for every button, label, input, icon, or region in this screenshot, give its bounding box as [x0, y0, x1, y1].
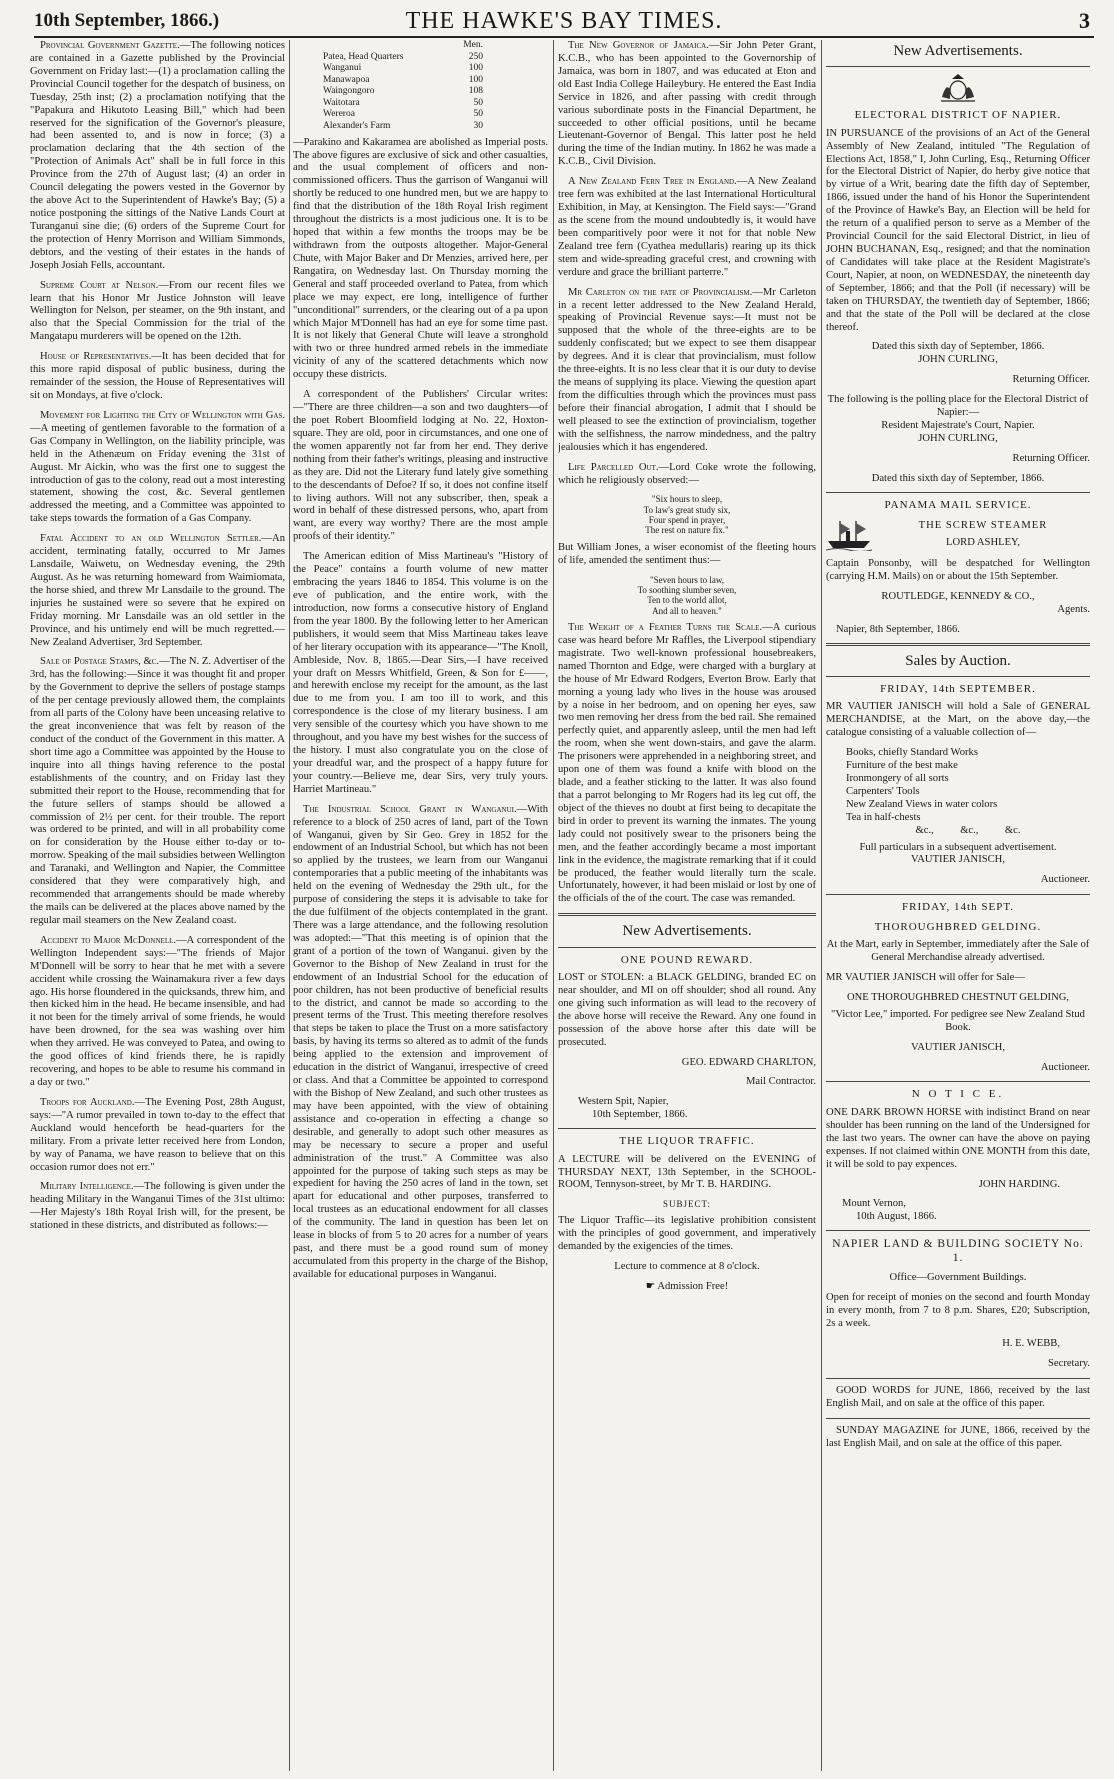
ad-steamer: THE SCREW STEAMER [918, 520, 1048, 532]
article-parakino: —Parakino and Kakaramea are abolished as Imperial posts. The above figures are exclusive of sick and other casualties, and the usual complement of officers and non-commissioned officers. Thus the garrison of Wanganui will shortly be reduced to one hundred men, but we are happy to find that the distribution of the 18th Royal Irish regiment throughout the districts is a most judicious one. It is to be hoped that within a few months the troops may be be withdrawn from the outposts altogether. Major-General Chute, with Major Baker and Dr Menzies, arrived here, per Rangatira, on Wednesday last. On Thursday morning the General and staff proceeded overland to Patea, from which place we may expect, ere long, intelligence of further "unconditional" surrenders, or the clearing out of a pa upon which Major M'Donnell has had an eye for some time past. It is not likely that General Chute will leave a stronghold with two or three hundred armed rebels in the immediate vicinity of any of the scattered detachments which now occupy these districts. [293, 136, 548, 381]
ad-good-words: GOOD WORDS for JUNE, 1866, received by the last English Mail, and on sale at the office of this paper. [826, 1384, 1090, 1409]
poem-jones: "Seven hours to law, To soothing slumber seven, Ten to the world allot, And all to heaven." [637, 574, 737, 616]
ad-time: Lecture to commence at 8 o'clock. [614, 1261, 760, 1273]
article-head: Fatal Accident to an old Wellington Settler. [40, 533, 262, 545]
article-head: Supreme Court at Nelson. [40, 279, 159, 291]
table-row: Wereroa 50 [323, 109, 483, 120]
ad-dated: Dated this sixth day of September, 1866. [871, 341, 1045, 353]
auction-heading: Sales by Auction. [905, 652, 1011, 669]
article-martineau: The American edition of Miss Martineau's "History of the Peace" contains a fourth volume of new matter embracing the years 1846 to 1854. This volume is on the eve of publication, and the entire work, with the introduction, now forms a consecutive history of England from the year 1800. By the following letter to her American publishers, it would seem that Miss Martineau takes leave of her literary occupation with its appearance—"The Knoll, Ambleside, Nov. 8, 1865.—Dear Sirs,—I have received your draft on Messrs Whitfield, Green, & Son for £——, and herewith enclose my receipt for the amount, as the last due to me from you. I am too ill to work, and this correspondence is the close of my literary business. I am very sensible of the courtesy which you have shown to me throughout, and you have my best wishes for the success of the history. I must also congratulate you on the close of your dreadful war, and the prospect of a happy future for your country.—Believe me, dear Sirs, very truly yours. Harriet Martineau." [293, 551, 548, 795]
ad-item: ONE THOROUGHBRED CHESTNUT GELDING, [846, 991, 1070, 1003]
divider [826, 1378, 1090, 1379]
poem-coke: "Six hours to sleep, To law's great study six, Four spend in prayer, The rest on nature fix." [643, 494, 731, 536]
article-supreme-court [30, 280, 285, 345]
masthead [34, 6, 1094, 38]
column-1 [30, 40, 285, 1771]
ad-signature: JOHN CURLING, [918, 432, 998, 444]
divider [558, 1128, 816, 1129]
ad-heading: N O T I C E. [911, 1088, 1005, 1101]
ad-panama [826, 499, 1090, 637]
article-head: A New Zealand Fern Tree in England. [568, 176, 737, 188]
divider [826, 492, 1090, 493]
ad-signature: VAUTIER JANISCH, [911, 854, 1005, 866]
list-item: Ironmongery of all sorts [846, 772, 949, 784]
article-body: —A curious case was heard before Mr Raffles, the Liverpool stipendiary magistrate. Two well-known professional housebreakers, named Thornton and Edge, were charged with a burglary at the house of Mr Edward Rodgers, Everton Brow. Early that morning a young lady who lives in the house was aroused by a noise in her bedroom, and on opening her eyes, saw two men removing her dress from the bed rail. She remained perfectly quiet, and apparently asleep, until the men had left the room, when she went down-stairs, and gave the alarm. The prisoners were apprehended in a neighboring street, and upon one of them was found a knife with blood on the blade, and a feather sticking to the latter. It was also found that a parrot belonging to Mr Rogers had its leg cut off, the object of the thieves no doubt at first being to decapitate the bird in order to prevent its warning the inmates. The young lady could not positively swear to the prisoners being the men, and the feather accordingly became a most important link in the evidence, the magistrate remarking that if it could be produced, the feather would literally turn the scale. Unfortunately, however, it had been mislaid or lost by one of the officials of the of the court. The case was remanded. [558, 622, 816, 905]
list-item: New Zealand Views in water colors [846, 798, 998, 810]
ad-building-society [826, 1237, 1090, 1371]
ad-dated: Dated this sixth day of September, 1866. [871, 472, 1045, 484]
ad-date: 10th August, 1866. [856, 1211, 937, 1223]
ad-ship-name: LORD ASHLEY, [946, 537, 1020, 549]
troop-table [323, 40, 483, 133]
divider [558, 913, 816, 916]
ad-role: Auctioneer. [1040, 1061, 1090, 1073]
article-head: Sale of Postage Stamps, &c. [40, 656, 160, 668]
article-head: Movement for Lighting the City of Wellington with Gas. [40, 409, 285, 421]
article-body: —A correspondent of the Wellington Independent says:—"The friends of Major M'Donnell will be sorry to hear that he met with a severe accident while crossing the Wainamakura river a few days ago. His horse floundered in the quicksands, threw him, and then kicked him in the head. He became insensible, and had it not been for the timely arrival of some friends, he would have been drowned, for the sea was washing over him when they arrived. He was conveyed to Patea, and owing to the good offices of kind friends there, he is rapidly recovering, and hopes to be able to resume his command in a day or two." [30, 934, 285, 1088]
article-fern [558, 176, 816, 279]
article-body: —Mr Carleton in a recent letter addressed to the New Zealand Herald, speaking of Provincial Revenue says:—It must not be supposed that the whole of the three-eights are to be suddenly confiscated; but we expect to see them disappear by degrees. And it is clear that provincialism, must follow the three-eights. It is no less clear that it is our duty to devise the means of supplying its place. Viewing the question apart from the difficulties through which the provinces must pass before their financial abrogation, I admit that I should be well pleased to see the extinction of provincialism, together with the selfishness, the narrow mindedness, and the paltry jealousies which it has engendered. [558, 286, 816, 453]
ad-liquor [558, 1135, 816, 1294]
article-body: —The Evening Post, 28th August, says:—"A rumor prevailed in town to-day to the effect that Auckland would henceforth be head-quarters for the military. From a private letter received here from London, by way of Panama, we have reason to believe that on this occasion rumor does not err." [30, 1096, 285, 1173]
list-item: Tea in half-chests [846, 811, 921, 823]
ad-signature: VAUTIER JANISCH, [911, 1041, 1005, 1053]
ad-body: A LECTURE will be delivered on the EVENING of THURSDAY NEXT, 13th September, in the SCHOOL-ROOM, Tennyson-street, by Mr T. B. HARDING. [558, 1153, 816, 1191]
list-item: &c., &c., &c. [915, 824, 1021, 836]
ad-pedigree: "Victor Lee," imported. For pedigree see New Zealand Stud Book. [831, 1008, 1085, 1033]
ad-signature: JOHN CURLING, [918, 354, 998, 366]
article-life [558, 462, 816, 488]
ad-heading: THE LIQUOR TRAFFIC. [619, 1135, 755, 1148]
column-rule [289, 40, 290, 1771]
ad-body: Open for receipt of monies on the second and fourth Monday in every month, from 7 to 8 p.m. Shares, £20; Subscription, 2s a week. [826, 1292, 1090, 1330]
new-ads-heading: New Advertisements. [622, 923, 752, 940]
item-list [846, 747, 1090, 837]
table-row: Waingongoro 108 [323, 86, 483, 97]
article-jones: But William Jones, a wiser economist of the fleeting hours of life, amended the sentiment thus:— [558, 541, 816, 566]
ad-body: IN PURSUANCE of the provisions of an Act of the General Assembly of New Zealand, intituled "The Regulation of Elections Act, 1858," I, John Curling, Esq., Returning Officer for the Electoral District of Napier, do herby give notice that by virtue of a Writ, bearing date the fifth day of September, 1866, issued under the hand of his Honor the Superintendent of the Province of Hawke's Bay, an Election will be held for the return of a qualified person to serve as a Member of the Provincial Council for the said Electoral District, in lieu of JOHN BUCHANAN, Esq., resigned; and that the nomination of Candidates will take place at the Resident Magistrate's Court, Napier, at noon, on WEDNESDAY, the nineteenth day of September, 1866; and that the Poll (if necessary) will be taken on THURSDAY, the twentieth day of September, 1866; and that the state of the Poll will be declared at the close thereof. [826, 127, 1090, 333]
article-bloomfield: A correspondent of the Publishers' Circular writes:—"There are three children—a son and two daughters—of the poet Robert Bloomfield lodging at No. 22, Hoxton-square. They are old, poor in circumstances, and one one of the women apparently not far from her end. They derive nothing from their father's writings, pleasing and instructive as they are. Did not the Literary fund lately give something to the descendants of Defoe? If so, it does not confine itself to living authors. Will not any subscriber, then, speak a word in behalf of these distressed persons, who, apart from want, are every way worthy? There are the most ample proofs of their identity." [293, 389, 548, 543]
ad-role: Auctioneer. [1040, 874, 1090, 886]
article-head: Provincial Government Gazette. [40, 40, 180, 51]
divider [826, 1418, 1090, 1419]
steamship-icon [826, 517, 872, 551]
ad-heading: ELECTORAL DISTRICT OF NAPIER. [854, 109, 1062, 122]
divider [826, 1230, 1090, 1231]
ad-heading: THOROUGHBRED GELDING. [874, 920, 1042, 933]
ad-heading: FRIDAY, 14th SEPTEMBER. [880, 682, 1036, 695]
ad-signature: ROUTLEDGE, KENNEDY & CO., [881, 590, 1035, 602]
ad-role: Returning Officer. [1012, 374, 1090, 386]
article-head: House of Representatives. [40, 351, 152, 363]
article-carleton [558, 287, 816, 455]
article-industrial-school [293, 804, 548, 1282]
list-item: Books, chiefly Standard Works [846, 747, 978, 759]
divider [826, 676, 1090, 677]
ad-admission: ☛ Admission Free! [645, 1281, 729, 1293]
article-body: —A New Zealand tree fern was exhibited at the last International Horticultural Exhibition, in May, at Kensington. The Field says:—"Grand as the scene from the mound undoubtedly is, it would have been comparitively poor were it not for that noble New Zealand tree fern (Cyathea medullaris) rearing up its thick stem and wide-spreading graceful crest, and crowning with verdure and grace the brilliant parterre." [558, 176, 816, 278]
royal-crest-icon [938, 73, 978, 103]
ad-office: Office—Government Buildings. [889, 1272, 1027, 1284]
article-head: Mr Carleton on the fate of Provincialism. [568, 286, 753, 298]
table-row: Patea, Head Quarters 250 [323, 51, 483, 62]
divider [826, 1081, 1090, 1082]
ad-body: Captain Ponsonby, will be despatched for Wellington (carrying H.M. Mails) on or about the 15th September. [826, 558, 1090, 582]
ad-signature: JOHN HARDING. [978, 1178, 1060, 1190]
article-body: —An accident, terminating fatally, occurred to Mr James Lansdaile, Waiwetu, on Wednesday evening, the 29th August. As he was returning homeward from Waimiomata, the horse shied, and threw Mr Lansdaile to the ground. The injuries he sustained were so severe that he expired on Friday morning. Mr Lansdaile was an old settler in the Province, and his untimely end will be much regretted.—New Zealand Advertiser, 3rd September. [30, 533, 285, 648]
article-head: Life Parcelled Out. [568, 461, 659, 473]
ad-heading: NAPIER LAND & BUILDING SOCIETY No. 1. [832, 1238, 1084, 1265]
ad-merchandise [826, 683, 1090, 887]
newspaper-title: THE HAWKE'S BAY TIMES. [405, 8, 723, 34]
ad-subject-label: SUBJECT: [662, 1199, 712, 1210]
ad-date: Napier, 8th September, 1866. [836, 623, 960, 635]
article-body: —From our recent files we learn that his Honor Mr Justice Johnston will leave Wellington for Nelson, per steamer, on the 9th instant, and also that the Special Commission for the trial of the Mangatapu murderers will be opened on the 12th. [30, 279, 285, 343]
ad-role: Agents. [1057, 603, 1090, 615]
article-postage-stamps [30, 656, 285, 927]
ad-place: Mount Vernon, [842, 1198, 906, 1210]
divider [558, 947, 816, 948]
list-item: Furniture of the best make [846, 760, 958, 771]
ad-when: At the Mart, early in September, immediately after the Sale of General Merchandise already advertised. [826, 939, 1090, 964]
divider [826, 894, 1090, 895]
ad-polling: The following is the polling place for the Electoral District of Napier:— [827, 394, 1089, 419]
article-feather [558, 622, 816, 906]
ad-body: LOST or STOLEN: a BLACK GELDING, branded EC on near shoulder, and MI on off shoulder; shod all round. Any one giving such information as will lead to the recovery of the above horse will receive the Reward. Any one found in possession of the above horse after this date will be prosecuted. [558, 972, 816, 1048]
column-rule [553, 40, 554, 1771]
ad-role: Returning Officer. [1012, 452, 1090, 464]
table-header: Men. [463, 40, 483, 50]
ad-date: 10th September, 1866. [592, 1109, 688, 1121]
ad-body: MR VAUTIER JANISCH will hold a Sale of GENERAL MERCHANDISE, at the Mart, on the above day,—the catalogue consisting of a valuable collection of— [826, 701, 1090, 739]
article-troops [30, 1097, 285, 1175]
article-head: The Industrial School Grant in Wanganui. [303, 803, 517, 815]
article-body: —The following is given under the heading Military in the Wanganui Times of the 31st ultimo:—Her Majesty's 18th Royal Irish will, for the present, be stationed in these districts, and distributed as follows:— [30, 1181, 285, 1232]
article-head: Accident to Major McDonnell. [40, 934, 177, 946]
article-house [30, 351, 285, 403]
table-row: Wanganui 100 [323, 63, 483, 74]
table-row: Waitotara 50 [323, 97, 483, 108]
ad-body: ONE DARK BROWN HORSE with indistinct Brand on near shoulder has been running on the land of the Undersigned for the last two years. The owner can have the above on paying expenses. If not claimed within ONE MONTH from this date, it will be sold to pay expences. [826, 1106, 1090, 1170]
column-rule [821, 40, 822, 1771]
article-body: —The following notices are contained in a Gazette published by the Provincial Government on Friday last:—(1) a proclamation calling the Provincial Council together for the despatch of business, on Tuesday, 25th inst; (2) a proclamation notifying that the "Papakura and Hikutoto Leasing Bill," which had been reserved for the signification of the Governor's pleasure, had been assented to, and is now in force; (3) a proclamation declaring that the 4th section of the "Protection of Animals Act" shall be in full force in this Province from the 27th of August last; (4) an order in Council delegating the powers vested in the Governor by the above Act to the Superintendent of Hawke's Bay; (5) a notice postponing the sittings of the Native Lands Court at Turanganui sine die; (6) orders of the Supreme Court for the protection of Henry Morrison and William Simmonds, debtors, and the vesting of their estates in the hands of Joseph Josiah Fells, accountant. [30, 40, 285, 271]
ad-electoral [826, 109, 1090, 485]
ad-sunday-magazine: SUNDAY MAGAZINE for JUNE, 1866, received by the last English Mail, and on sale at the office of this paper. [826, 1424, 1090, 1449]
article-head: The New Governor of Jamaica. [568, 40, 709, 51]
ad-heading: PANAMA MAIL SERVICE. [884, 498, 1032, 511]
ad-notice [826, 1088, 1090, 1224]
article-lighting [30, 410, 285, 526]
ad-polling-place: Resident Majestrate's Court, Napier. [881, 420, 1035, 432]
ad-role: Secretary. [1048, 1357, 1090, 1369]
ad-gelding [826, 901, 1090, 1074]
article-military [30, 1181, 285, 1233]
article-body: —Lord Coke wrote the following, which he religiously observed:— [558, 461, 816, 486]
ad-reward [558, 954, 816, 1123]
article-mcdonnell [30, 935, 285, 1090]
column-2 [293, 40, 548, 1771]
ad-role: Mail Contractor. [745, 1076, 816, 1088]
ad-body: MR VAUTIER JANISCH will offer for Sale— [826, 971, 1025, 983]
article-body: —It has been decided that for this more rapid disposal of public business, during the remainder of the session, the House of Representatives will sit on Mondays, at five o'clock. [30, 351, 285, 401]
issue-date: 10th September, 1866.) [34, 10, 220, 31]
article-gazette [30, 40, 285, 273]
ad-particulars: Full particulars in a subsequent advertisement. [859, 841, 1057, 853]
new-ads-heading: New Advertisements. [893, 43, 1023, 59]
article-body: —With reference to a block of 250 acres of land, part of the Town of Wanganui, given by Sir Geo. Grey in 1852 for the endowment of an Industrial School, but which has not been so applied by the trustees, we learn from our Wanganui contemporaries that a public meeting of the inhabitants was held on the evening of Wednesday the 29th ult., for the purpose of considering the steps it is advisable to take for the due fulfilment of the objects contemplated in the grant. There was a large attendance, and the following resolution was adopted:—"That this meeting is of opinion that the grant of a portion of the town of Wanganui. given by the Governor to the Bishop of New Zealand in trust for the endowment of an Industrial School for the education of poor children, has not been productive of beneficial results to the district, and cannot be made so according to the present terms of the Trust. This meeting therefore resolves that steps be taken to place the Trust on a more satisfactory basis, by having its terms so altered as to admit of the funds being applied to the extension and improvement of education in the district of Wanganui, irrespective of creed or class. And that a Committee be appointed to correspond with the Bishop of New Zealand, and such other trustees as may have been appointed, with the view of obtaining assistance and co-operation in effecting a change so desirable, and generally to adopt such other measures as may be necessary to secure a proper and useful administration of the trust." A Committee was also appointed for the purpose of taking such steps as may be expedient for having the 250 acres of land in the town, set apart for educational and other purposes, transferred to local trustees as an educational endowment for all classes of the community. The land in question has been let on lease in blocks of from 5 to 20 acres for a number of years past, and there must be a good round sum of money accumulated from this property in the charge of the Bishop, available for educational purposes in Wanganui. [293, 803, 548, 1280]
article-head: The Weight of a Feather Turns the Scale. [568, 622, 763, 634]
article-jamaica [558, 40, 816, 169]
ad-subject: The Liquor Traffic—its legislative prohibition consistent with the principles of good government, and imperatively demanded by the exigencies of the times. [558, 1215, 816, 1253]
ad-place: Western Spit, Napier, [578, 1096, 669, 1108]
column-3 [558, 40, 816, 1771]
table-row: Manawapoa 100 [323, 74, 483, 85]
article-head: Military Intelligence. [40, 1181, 134, 1193]
ad-signature: H. E. WEBB, [1002, 1337, 1060, 1349]
divider [826, 66, 1090, 67]
divider [826, 643, 1090, 646]
ad-heading: FRIDAY, 14th SEPT. [902, 901, 1014, 914]
pointing-hand-icon: ☛ [645, 1281, 658, 1293]
column-4 [826, 40, 1090, 1771]
article-fatal-accident [30, 533, 285, 649]
ad-signature: GEO. EDWARD CHARLTON, [681, 1056, 816, 1068]
ad-heading: ONE POUND REWARD. [620, 953, 754, 966]
article-body: —A meeting of gentlemen favorable to the formation of a Gas Company in Wellington, on the liability principle, was held in the Athenæum on Friday evening the 31st of August. Mr Aickin, who was the first one to suggest the introduction of gas to the colony, read out a most interesting statement, showing the cost, &c. Several gentlemen addressed the meeting, and a Committee was appointed to take steps towards the formation of a Gas Company. [30, 422, 285, 525]
article-body: —The N. Z. Advertiser of the 3rd, has the following:—Since it was thought fit and proper by the Government to deprive the sellers of postage stamps of the per centage previously allowed them, the complaints from all parts of the Colony have been unceasing relative to the great inconvenience that was felt by reason of the conduct of the conduct of the Government in this matter. A short time ago a Committee was appointed by the House to inquire into all things having reference to the postal establishments of the country, and on Friday last they submitted their report to the House, recommending that for the future sellers of stamps should be allowed a commission of 2½ per cent. for their trouble. The report was ordered to be printed, and will in all probability come on for consideration by the House either to-day or to-morrow. Speaking of the mail subsidies between Wellington and Taranaki, and Wellington and Napier, the Committee considered that they were comparatively high, and recommended that arrangements should be made whereby the mails can be delivered at the places above named by the regular mail steamers on the New Zealand coast. [30, 656, 285, 926]
table-row: Alexander's Farm 30 [323, 121, 483, 132]
article-body: —Sir John Peter Grant, K.C.B., who has been appointed to the Governorship of Jamaica, was born in 1807, and was educated at Eton and old East India College Haileybury. He entered the East India Service in 1826, and after passing with credit through various subordinate posts in the Financial Department, he succeeded to other official positions, until he became Lieutenant-Governor of Bengal. This latter post he held during the time of the Indian mutiny. In 1862 he was made a K.C.B., Civil Division. [558, 40, 816, 168]
page-number: 3 [1079, 8, 1090, 33]
list-item: Carpenters' Tools [846, 785, 920, 797]
article-head: Troops for Auckland. [40, 1096, 135, 1108]
